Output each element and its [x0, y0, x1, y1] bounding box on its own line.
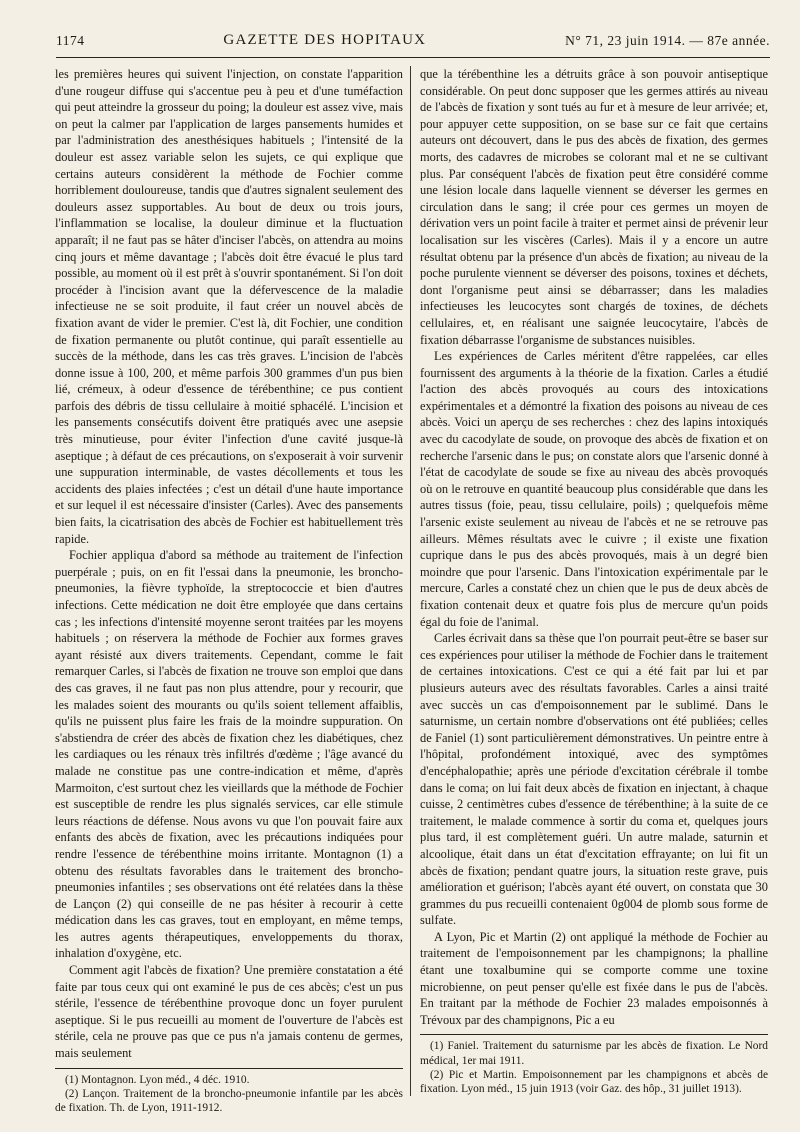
paragraph: les premières heures qui suivent l'injection, on constate l'apparition d'une rougeur diffuse qui s'accentue peu à peu et d'une tuméfaction qui peut atteindre la grosseur du poing; la douleur est assez vive, mais on peut la calmer par l'application de larges pansements humides et par l'administration des anesthésiques habituels ; l'intensité de la douleur est assez variable selon les sujets, ce qui explique que certains auteurs considèrent la méthode de Fochier comme horriblement douloureuse, tandis que d'autres signalent seulement des douleurs assez supportables. Au bout de deux ou trois jours, l'inflammation se localise, la douleur diminue et la fluctuation apparaît; il ne faut pas se hâter d'inciser l'abcès, on attendra au moins cinq jours et même davantage ; l'abcès doit être évacué le plus tard possible, au moment où il est prêt à s'ouvrir spontanément. Si l'on doit procéder à l'incision avant que la défervescence de la maladie infectieuse ne se soit produite, il faut créer un nouvel abcès de fixation avant de vider le premier. C'est là, dit Fochier, une condition de fixation permanente ou plutôt continue, qui paraît essentielle au succès de la méthode, dans les cas très graves. L'incision de l'abcès donne issue à 100, 200, et même parfois 300 grammes d'un pus bien lié, crémeux, à odeur d'essence de térébenthine; ce pus contient parfois des débris de tissu cellulaire à moitié sphacélé. L'incision et les pansements consécutifs doivent être pratiqués avec une asepsie très minutieuse, pour éviter l'infection d'une cavité jusque-là aseptique ; à défaut de ces précautions, on s'exposerait à voir survenir une suppuration interminable, de vastes décollements et tous les accidents des plaies infectées ; c'est un détail d'une haute importance et sur lequel il est nécessaire d'insister (Carles). Avec des pansements bien faits, la cicatrisation des abcès de Fochier est habituellement très rapide. [55, 67, 403, 546]
right-column [420, 66, 768, 1096]
running-header [56, 18, 770, 58]
paragraph: que la térébenthine les a détruits grâce à son pouvoir antiseptique considérable. On peut donc supposer que les germes attirés au niveau de l'abcès de fixation y sont tués au fur et à mesure de leur arrivée; et, pour appuyer cette supposition, on se base sur ce fait que certains auteurs ont découvert, dans le pus des abcès de fixation, des germes morts, des cadavres de microbes se colorant mal et ne se cultivant plus. Par conséquent l'abcès de fixation peut être considéré comme une lésion locale dans laquelle viennent se déverser les germes en circulation dans le sang; il crée pour ces germes un moyen de dérivation vers un point facile à traiter et permet ainsi de prévenir leur localisation sur les viscères (Carles). Mais il y a encore un autre résultat obtenu par la présence d'un abcès de fixation; au niveau de la poche purulente viennent se déverser des poisons, toxines et déchets, dont l'organisme peut ainsi se débarrasser; dans les maladies infectieuses les leucocytes sont chargés de toxines, de déchets cellulaires, et, en réalisant une saignée leucocytaire, l'abcès de fixation débarrasse l'organisme de substances nuisibles. [420, 67, 768, 347]
left-column [55, 66, 403, 1115]
footnote: (1) Faniel. Traitement du saturnisme par les abcès de fixation. Le Nord médical, 1er mai 1911. [420, 1040, 768, 1067]
paragraph: Les expériences de Carles méritent d'être rappelées, car elles fournissent des arguments à la théorie de la fixation. Carles a étudié l'action des abcès provoqués au cours des intoxications expérimentales et a démontré la fixation des poisons au niveau de ces abcès. Voici un aperçu de ses recherches : chez des lapins intoxiqués avec du cacodylate de soude, on provoque des abcès de fixation et on recherche l'arsenic dans le pus; on constate alors que l'arsenic donné à l'état de cacodylate de soude se fixe au niveau des abcès provoqués où on le retrouve en quantité beaucoup plus considérable que dans les autres tissus (foie, peau, tissu cellulaire, poils) ; quelquefois même l'arsenic existe seulement au niveau de l'abcès et ne se retrouve pas ailleurs. Mêmes résultats avec le cuivre ; il existe une fixation cuprique dans le pus des abcès provoqués, mais à un degré bien moindre que pour l'arsenic. Dans l'intoxication expérimentale par le mercure, Carles a constaté chez un chien que le pus de deux abcès de fixation contenait deux et quatre fois plus de mercure qu'un poids égal du foie de l'animal. [420, 349, 768, 629]
footnote-separator [420, 1034, 768, 1035]
page-number: 1174 [56, 33, 85, 48]
paragraph: Fochier appliqua d'abord sa méthode au traitement de l'infection puerpérale ; puis, on en fit l'essai dans la pneumonie, les broncho-pneumonies, la fièvre typhoïde, la streptococcie et bien d'autres infections. Cette médication ne doit être employée que dans certains cas ; les infections d'intensité moyenne seront traitées par les moyens habituels ; on réservera la méthode de Fochier aux formes graves ayant résisté aux divers traitements. Cependant, comme le fait remarquer Carles, si l'abcès de fixation ne trouve son emploi que dans des cas graves, il ne faut pas non plus attendre, pour y recourir, que les malades soient des mourants ou qu'ils soient tellement affaiblis, qu'ils ne puissent plus faire les frais de la moindre suppuration. On s'abstiendra de créer des abcès de fixation chez les diabétiques, chez les cardiaques ou les rénaux très infiltrés d'œdème ; l'âge avancé du malade ne constitue pas une contre-indication et même, d'après Marmoiton, c'est surtout chez les vieillards que la méthode de Fochier est susceptible de rendre les plus signalés services, car elle stimule leurs réactions de défense. Nous avons vu que l'on pouvait faire aux enfants des abcès de fixation, avec les précautions indiquées pour rendre l'essence de térébenthine moins irritante. Montagnon (1) a obtenu des résultats favorables dans le traitement des broncho-pneumonies infantiles ; ses observations ont été relatées dans la thèse de Lançon (2) qui conseille de ne pas hésiter à recourir à cette médication dans les cas graves, tout en employant, en même temps, les autres agents thérapeutiques, enveloppements du thorax, inhalation d'oxygène, etc. [55, 548, 403, 961]
issue-info: N° 71, 23 juin 1914. — 87e année. [565, 33, 770, 48]
footnote: (1) Montagnon. Lyon méd., 4 déc. 1910. [65, 1073, 250, 1086]
journal-title: GAZETTE DES HOPITAUX [223, 32, 427, 48]
paragraph: Comment agit l'abcès de fixation? Une première constatation a été faite par tous ceux qui ont examiné le pus de ces abcès; c'est un pus stérile, l'essence de térébenthine provoque donc un foyer purulent aseptique. Si le pus recueilli au moment de l'ouverture de l'abcès est stérile, cela ne prouve pas que ce pus n'a jamais contenu de germes, mais seulement [55, 963, 403, 1061]
footnote: (2) Lançon. Traitement de la broncho-pneumonie infantile par les abcès de fixation. Th. de Lyon, 1911-1912. [55, 1087, 403, 1115]
column-divider [410, 66, 411, 1096]
footnote: (2) Pic et Martin. Empoisonnement par les champignons et abcès de fixation. Lyon méd., 15 juin 1913 (voir Gaz. des hôp., 31 juillet 1913). [420, 1068, 768, 1096]
paragraph: Carles écrivait dans sa thèse que l'on pourrait peut-être se baser sur ces expériences pour utiliser la méthode de Fochier dans le traitement de certaines intoxications. C'est ce qui a été fait par lui et par plusieurs auteurs avec des résultats favorables. Carles a ainsi traité avec succès un cas d'empoisonnement par le sublimé. Dans le saturnisme, un certain nombre d'observations ont été publiées; celles de Faniel (1) sont particulièrement démonstratives. Un peintre entre à l'hôpital, profondément intoxiqué, avec des symptômes d'encéphalopathie; après une période d'excitation cérébrale il tombe dans le coma; on lui fait deux abcès de fixation en injectant, à chaque cuisse, 2 centimètres cubes d'essence de térébenthine; à la suite de ce traitement, le malade commence à sortir du coma et, quelques jours plus tard, il est complètement guéri. Un autre malade, saturnin et alcoolique, était dans un état d'excitation effrayante; on lui fit un abcès de fixation; pendant quatre jours, la situation reste grave, puis amélioration et guérison; l'abcès ayant été ouvert, on constata que 30 grammes du pus recueilli contenaient 0g004 de plomb sous forme de sulfate. [420, 631, 768, 928]
paragraph: A Lyon, Pic et Martin (2) ont appliqué la méthode de Fochier au traitement de l'empoisonnement par les champignons; la phalline étant une toxalbumine qui se comporte comme une toxine microbienne, on peut penser qu'elle est fixée dans le pus de l'abcès. En traitant par la méthode de Fochier 23 malades empoisonnés à Trévoux par des champignons, Pic a eu [420, 929, 768, 1027]
footnote-separator [55, 1068, 403, 1069]
